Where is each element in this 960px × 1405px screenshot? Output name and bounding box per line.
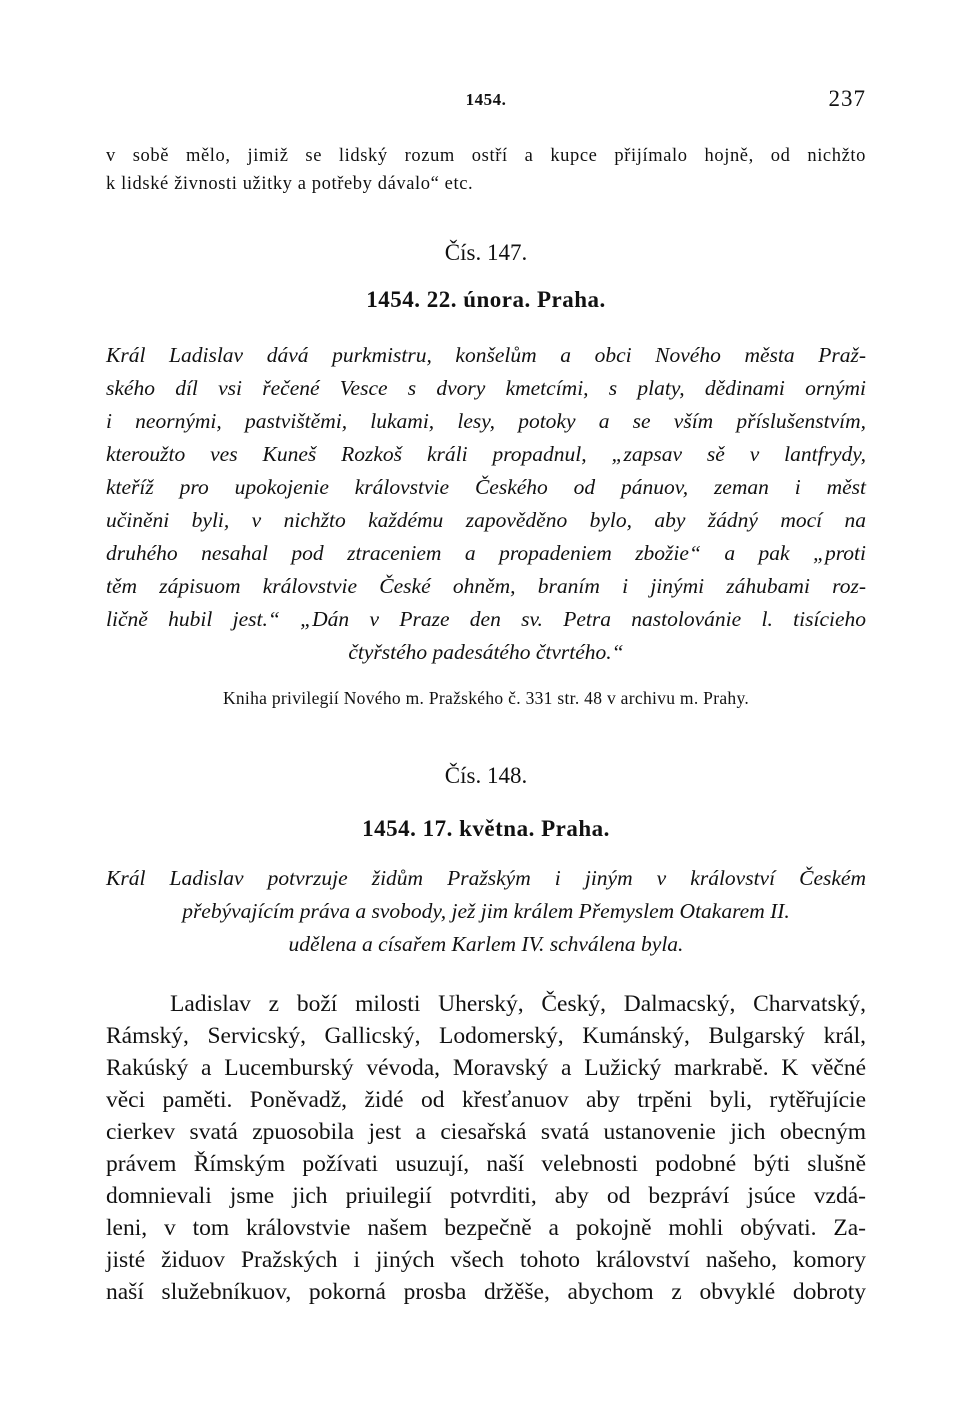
text-line: právem Římským požívati usuzují, naší velebnosti podobné býti slušně [106, 1151, 866, 1177]
regest-line: ského díl vsi řečené Vesce s dvory kmetcími, s platy, dědinami ornými [106, 376, 866, 400]
page-number: 237 [828, 86, 866, 111]
regest-line: Král Ladislav potvrzuje židům Pražským i jiným v království Českém [106, 866, 866, 890]
text-line: leni, v tom královstvie našem bezpečně a pokojně mohli obývati. Za- [106, 1215, 866, 1241]
regest-line: kteroužto ves Kuneš Rozkoš králi propadnul, „zapsav sě v lantfrydy, [106, 442, 866, 466]
intro-line: v sobě mělo, jimiž se lidský rozum ostří a kupce přijímalo hojně, od nichžto [106, 146, 866, 166]
document-number: Čís. 148. [444, 763, 528, 788]
regest-line: přebývajícím práva a svobody, jež jim králem Přemyslem Otakarem II. [182, 899, 790, 923]
text-line: věci paměti. Poněvadž, židé od křesťanuov aby trpěni byli, rytěřujície [106, 1087, 866, 1113]
regest-line: druhého nesahal pod ztraceniem a propadeniem zbožie“ a pak „proti [106, 541, 866, 565]
text-line: domnievali jsme jich priuilegií potvrditi, aby od bezpráví jsúce vzdá- [106, 1183, 866, 1209]
document-number: Čís. 147. [444, 240, 528, 265]
source-note: Kniha privilegií Nového m. Pražského č. 331 str. 48 v archivu m. Prahy. [222, 688, 750, 708]
text-line: Rámský, Servicský, Gallicský, Lodomerský, Kumánský, Bulgarský král, [106, 1023, 866, 1049]
document-date: 1454. 22. února. Praha. [366, 287, 606, 312]
text-line: cierkev svatá zpuosobila jest a ciesařská svatá ustanovenie jich obecným [106, 1119, 866, 1145]
text-line: Ladislav z boží milosti Uherský, Český, Dalmacský, Charvatský, [170, 991, 866, 1017]
regest-line: i neornými, pastvištěmi, lukami, lesy, potoky a se vším příslušenstvím, [106, 409, 866, 433]
text-line: Rakúský a Lucemburský vévoda, Moravský a Lužický markrabě. K věčné [106, 1055, 866, 1081]
running-head [106, 86, 866, 116]
text-line: jisté židuov Pražských i jiných všech tohoto království našeho, komory [106, 1247, 866, 1273]
regest-line: Král Ladislav dává purkmistru, konšelům a obci Nového města Praž- [106, 343, 866, 367]
regest-line: udělena a císařem Karlem IV. schválena byla. [288, 932, 684, 956]
regest-line: kteříž pro upokojenie královstvie Českého od pánuov, zeman i měst [106, 475, 866, 499]
regest-line: ličně hubil jest.“ „Dán v Praze den sv. Petra nastolovánie l. tisícieho [106, 607, 866, 631]
regest-line: učiněni byli, v nichžto každému zapověděno bylo, aby žádný mocí na [106, 508, 866, 532]
regest-line: těm zápisuom královstvie České ohněm, braním i jinými záhubami roz- [106, 574, 866, 598]
running-head-year: 1454. [465, 90, 507, 109]
intro-line: k lidské živnosti užitky a potřeby dávalo“ etc. [106, 174, 474, 194]
text-line: naší služebníkuov, pokorná prosba držěše, abychom z obvyklé dobroty [106, 1279, 866, 1305]
document-date: 1454. 17. května. Praha. [362, 816, 610, 841]
regest-line: čtyřstého padesátého čtvrtého.“ [348, 640, 624, 664]
